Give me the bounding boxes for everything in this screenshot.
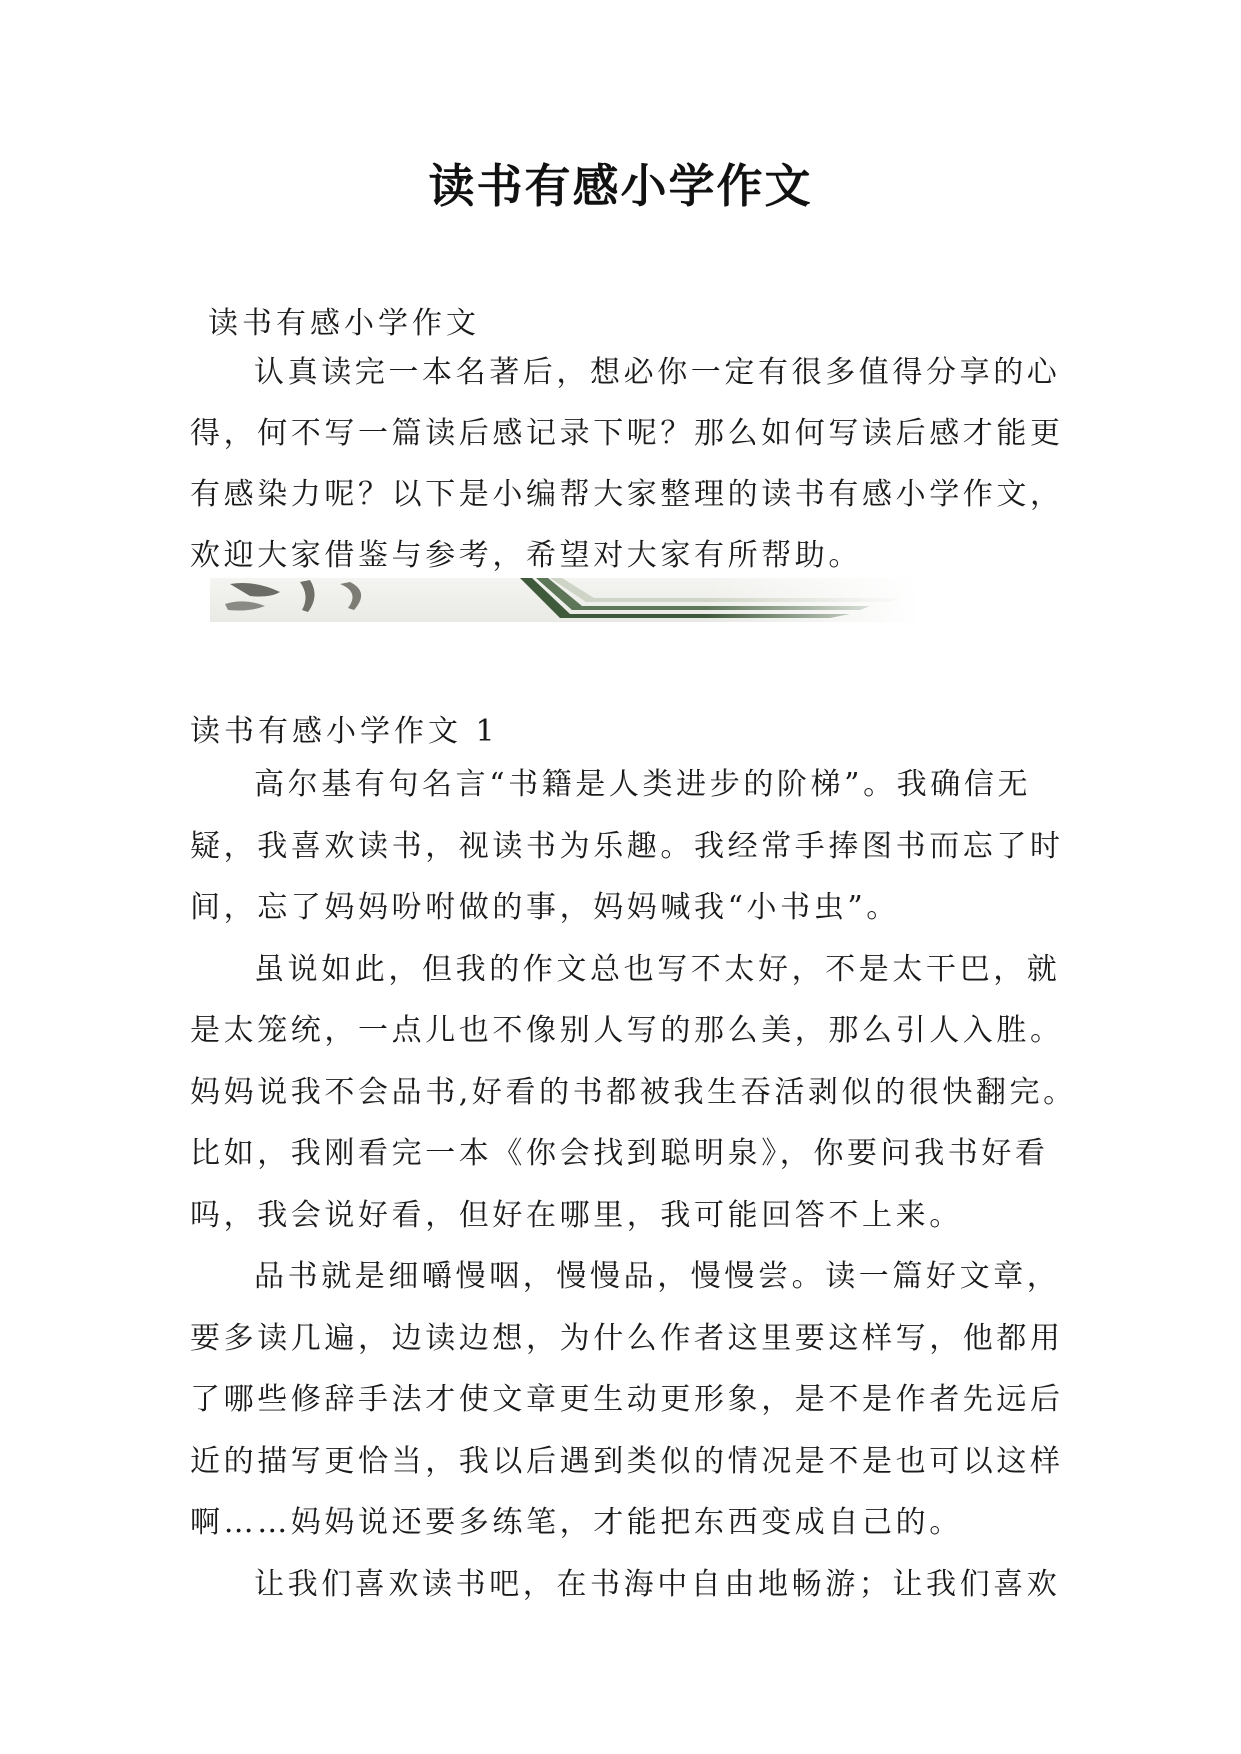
- body-line: 比如，我刚看完一本《你会找到聪明泉》，你要问我书好看: [190, 1136, 1049, 1171]
- body-line: 妈妈说我不会品书,好看的书都被我生吞活剥似的很快翻完。: [190, 1074, 1077, 1110]
- body-line: 虽说如此，但我的作文总也写不太好，不是太干巴，就: [254, 951, 1061, 987]
- body-line: 了哪些修辞手法才使文章更生动更形象，是不是作者先远后: [190, 1382, 1064, 1417]
- body-line: 是太笼统，一点儿也不像别人写的那么美，那么引人入胜。: [190, 1013, 1064, 1048]
- intro-paragraph: [190, 342, 1064, 586]
- subtitle: 读书有感小学作文: [208, 306, 480, 341]
- body-line: 近的描写更恰当，我以后遇到类似的情况是不是也可以这样: [190, 1443, 1064, 1479]
- body-line: 间，忘了妈妈吩咐做的事，妈妈喊我“小书虫”。: [190, 890, 900, 925]
- book-banner-image: [210, 578, 920, 622]
- section-title: 读书有感小学作文 1: [190, 714, 499, 749]
- essay-body: [190, 754, 1077, 1615]
- intro-line: 认真读完一本名著后，想必你一定有很多值得分享的心: [254, 355, 1061, 390]
- body-line: 吗，我会说好看，但好在哪里，我可能回答不上来。: [190, 1197, 963, 1233]
- body-line: 啊……妈妈说还要多练笔，才能把东西变成自己的。: [190, 1505, 963, 1540]
- intro-line: 欢迎大家借鉴与参考，希望对大家有所帮助。: [190, 538, 862, 573]
- body-line: 高尔基有句名言“书籍是人类进步的阶梯”。我确信无: [254, 767, 1032, 802]
- body-line: 要多读几遍，边读边想，为什么作者这里要这样写，他都用: [190, 1320, 1064, 1356]
- page-title: 读书有感小学作文: [428, 159, 813, 213]
- intro-line: 有感染力呢？以下是小编帮大家整理的读书有感小学作文，: [190, 477, 1064, 512]
- body-line: 品书就是细嚼慢咽，慢慢品，慢慢尝。读一篇好文章，: [254, 1259, 1061, 1294]
- intro-line: 得，何不写一篇读后感记录下呢？那么如何写读后感才能更: [190, 416, 1064, 451]
- body-line: 疑，我喜欢读书，视读书为乐趣。我经常手捧图书而忘了时: [190, 828, 1064, 864]
- body-line: 让我们喜欢读书吧，在书海中自由地畅游；让我们喜欢: [254, 1566, 1061, 1602]
